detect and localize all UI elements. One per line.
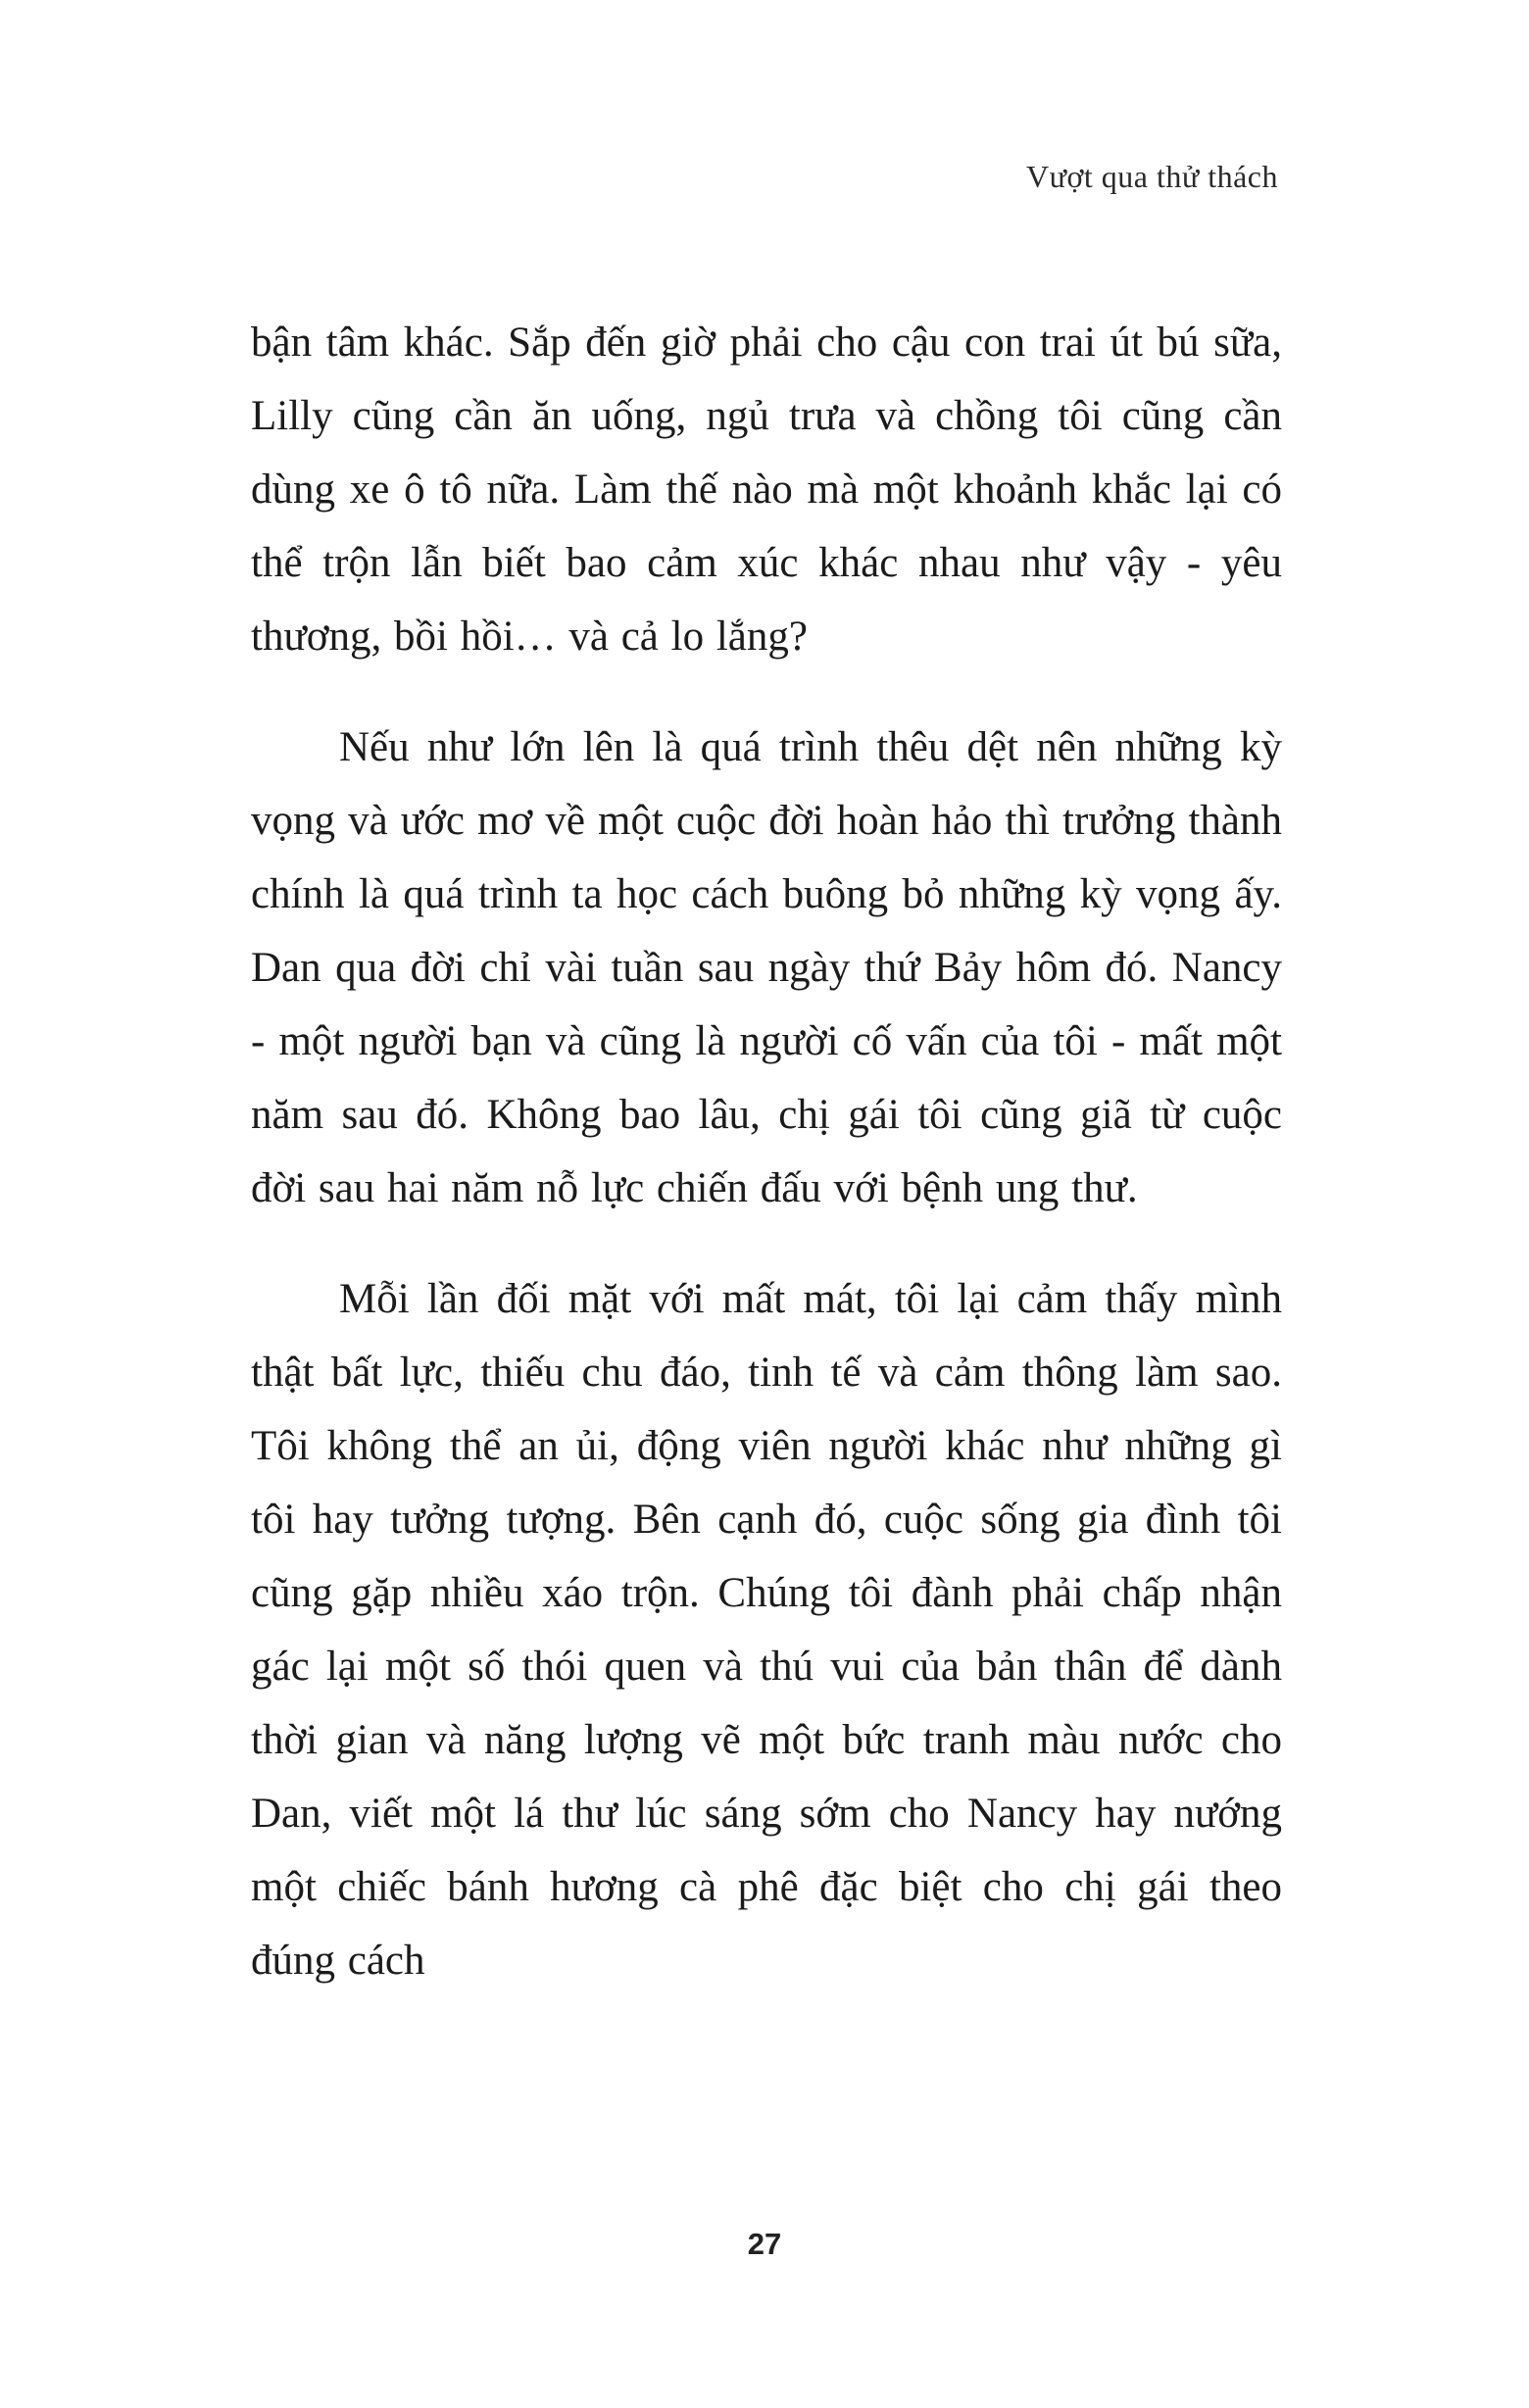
paragraph: Mỗi lần đối mặt với mất mát, tôi lại cảm thấy mình thật bất lực, thiếu chu đáo, tinh tế và cảm thông làm sao. Tôi không thể an ủi, động viên người khác như những gì tôi hay tưởng tượng. Bên cạnh đó, cuộc sống gia đình tôi cũng gặp nhiều xáo trộn. Chúng tôi đành phải chấp nhận gác lại một số thói quen và thú vui của bản thân để dành thời gian và năng lượng vẽ một bức tranh màu nước cho Dan, viết một lá thư lúc sáng sớm cho Nancy hay nướng một chiếc bánh hương cà phê đặc biệt cho chị gái theo đúng cách — [251, 1276, 1282, 1984]
paragraph: Nếu như lớn lên là quá trình thêu dệt nên những kỳ vọng và ước mơ về một cuộc đời hoàn hảo thì trưởng thành chính là quá trình ta học cách buông bỏ những kỳ vọng ấy. Dan qua đời chỉ vài tuần sau ngày thứ Bảy hôm đó. Nancy - một người bạn và cũng là người cố vấn của tôi - mất một năm sau đó. Không bao lâu, chị gái tôi cũng giã từ cuộc đời sau hai năm nỗ lực chiến đấu với bệnh ung thư. — [251, 724, 1282, 1211]
page-number: 27 — [747, 2227, 782, 2261]
paragraph-continued: bận tâm khác. Sắp đến giờ phải cho cậu con trai út bú sữa, Lilly cũng cần ăn uống, ngủ trưa và chồng tôi cũng cần dùng xe ô tô nữa. Làm thế nào mà một khoảnh khắc lại có thể trộn lẫn biết bao cảm xúc khác nhau như vậy - yêu thương, bồi hồi… và cả lo lắng? — [251, 319, 1282, 660]
body-text-block — [251, 306, 1282, 2035]
running-header: Vượt qua thử thách — [1026, 159, 1278, 194]
